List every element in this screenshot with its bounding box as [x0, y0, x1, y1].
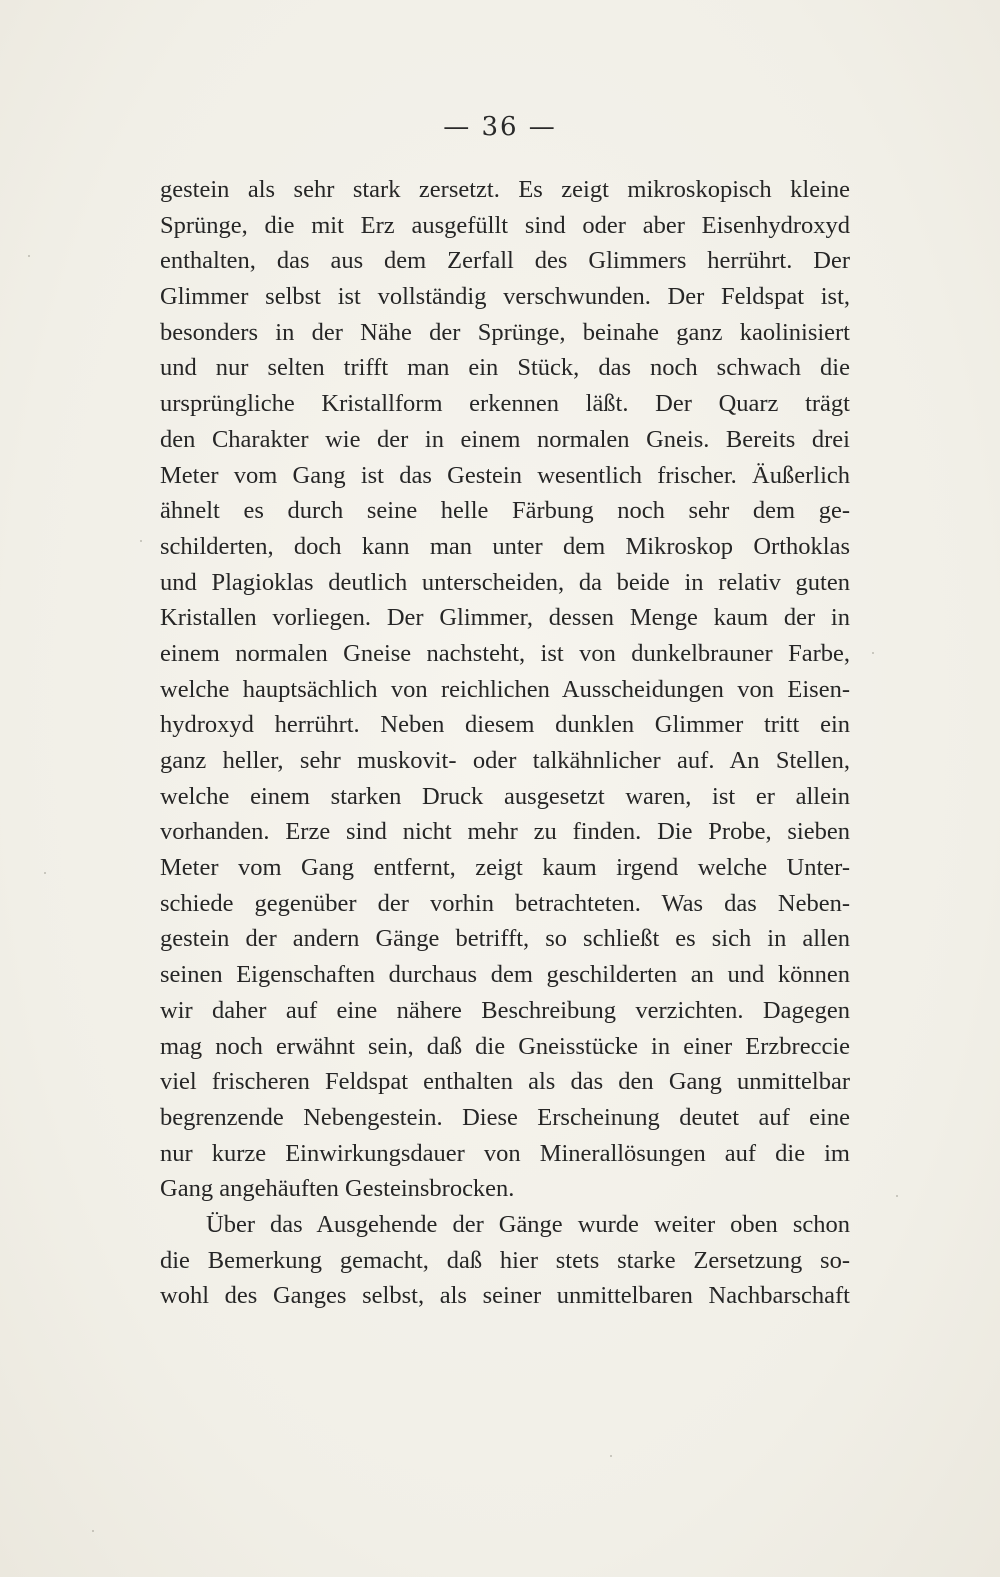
text-line: gestein der andern Gänge betrifft, so schließt es sich in allen — [160, 925, 850, 953]
paper-speck — [140, 540, 142, 542]
text-line: seinen Eigenschaften durchaus dem geschilderten an und können — [160, 961, 850, 989]
text-line: wir daher auf eine nähere Beschreibung verzichten. Dagegen — [160, 996, 850, 1024]
paper-speck — [44, 872, 46, 874]
text-line: hydroxyd herrührt. Neben diesem dunklen Glimmer tritt ein — [160, 711, 850, 739]
text-line: die Bemerkung gemacht, daß hier stets starke Zersetzung so- — [160, 1246, 850, 1274]
text-line: schiede gegenüber der vorhin betrachteten. Was das Neben- — [160, 889, 850, 917]
text-line: enthalten, das aus dem Zerfall des Glimmers herrührt. Der — [160, 247, 850, 275]
page-number: — 36 — — [443, 112, 557, 142]
text-line: und nur selten trifft man ein Stück, das noch schwach die — [160, 354, 850, 382]
text-line: nur kurze Einwirkungsdauer von Minerallösungen auf die im — [160, 1139, 850, 1167]
text-line: Über das Ausgehende der Gänge wurde weiter oben schon — [206, 1210, 850, 1238]
text-line: Meter vom Gang ist das Gestein wesentlich frischer. Äußerlich — [160, 461, 850, 489]
text-line: Sprünge, die mit Erz ausgefüllt sind oder aber Eisenhydroxyd — [160, 211, 850, 239]
text-line: gestein als sehr stark zersetzt. Es zeigt mikroskopisch kleine — [160, 176, 850, 203]
text-line: ganz heller, sehr muskovit- oder talkähnlicher auf. An Stellen, — [160, 747, 850, 774]
text-line: ursprüngliche Kristallform erkennen läßt. Der Quarz trägt — [160, 390, 850, 418]
text-line: den Charakter wie der in einem normalen Gneis. Bereits drei — [160, 425, 850, 453]
text-line: einem normalen Gneise nachsteht, ist von dunkelbrauner Farbe, — [160, 639, 850, 667]
text-line: viel frischeren Feldspat enthalten als das den Gang unmittelbar — [160, 1068, 850, 1096]
text-line: Meter vom Gang entfernt, zeigt kaum irgend welche Unter- — [160, 854, 850, 882]
text-line: schilderten, doch kann man unter dem Mikroskop Orthoklas — [160, 532, 850, 560]
text-line: und Plagioklas deutlich unterscheiden, da beide in relativ guten — [160, 568, 850, 596]
text-line: Gang angehäuften Gesteinsbrocken. — [160, 1175, 515, 1203]
paper-speck — [92, 1530, 94, 1532]
paper-speck — [610, 1455, 612, 1457]
body-text — [160, 172, 850, 1314]
text-line: vorhanden. Erze sind nicht mehr zu finden. Die Probe, sieben — [160, 818, 850, 846]
paper-speck — [872, 652, 874, 654]
text-line: begrenzende Nebengestein. Diese Erscheinung deutet auf eine — [160, 1103, 850, 1131]
paper-speck — [896, 1195, 898, 1197]
text-line: wohl des Ganges selbst, als seiner unmittelbaren Nachbarschaft — [160, 1282, 850, 1310]
text-line: welche einem starken Druck ausgesetzt waren, ist er allein — [160, 782, 850, 810]
text-line: welche hauptsächlich von reichlichen Ausscheidungen von Eisen- — [160, 675, 850, 703]
text-line: ähnelt es durch seine helle Färbung noch sehr dem ge- — [160, 497, 850, 525]
text-line: Kristallen vorliegen. Der Glimmer, dessen Menge kaum der in — [160, 604, 850, 632]
paper-speck — [28, 255, 30, 257]
text-line: besonders in der Nähe der Sprünge, beinahe ganz kaolinisiert — [160, 318, 850, 346]
text-line: mag noch erwähnt sein, daß die Gneisstücke in einer Erzbreccie — [160, 1032, 850, 1060]
text-line: Glimmer selbst ist vollständig verschwunden. Der Feldspat ist, — [160, 283, 850, 311]
